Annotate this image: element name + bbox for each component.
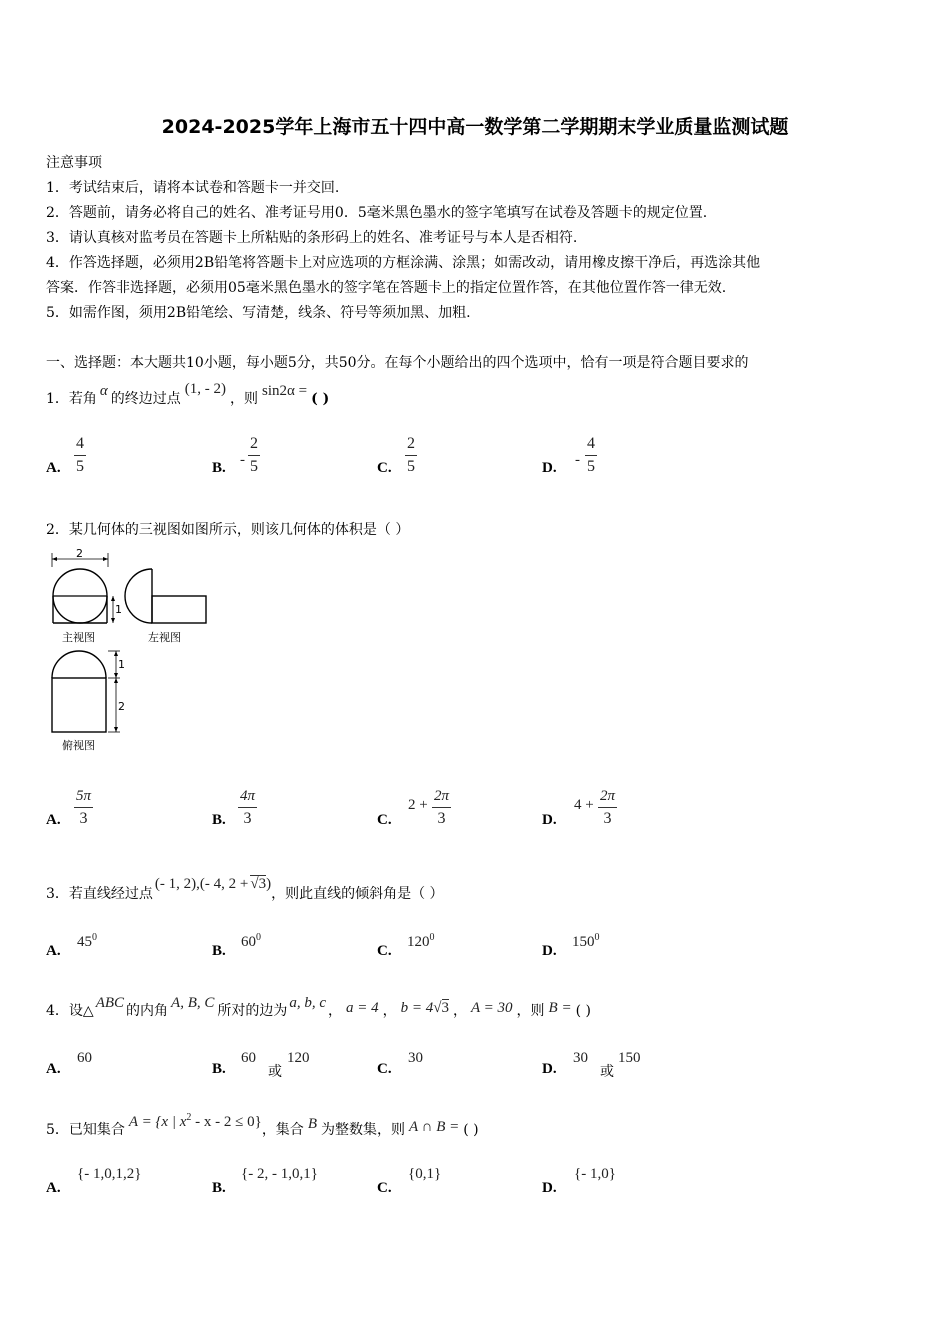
q5-intersection: A ∩ B = — [408, 1119, 460, 1135]
notice-heading: 注意事项 — [46, 155, 102, 171]
q1-point: (1, - 2) — [184, 381, 227, 397]
section-heading: 一、选择题：本大题共10小题，每小题5分，共50分。在每个小题给出的四个选项中，恰有一项是符合题目要求的 — [46, 355, 749, 371]
q3-option-d-label[interactable]: D. — [542, 943, 557, 959]
notice-item-4: 4．作答选择题，必须用2B铅笔将答题卡上对应选项的方框涂满、涂黑；如需改动，请用橡皮擦干净后，再选涂其他 — [46, 255, 761, 271]
q1-option-b-fraction: $\frac{2}{5}$ — [250, 435, 258, 475]
q2-option-d-label[interactable]: D. — [542, 812, 557, 828]
notice-item-1: 1．考试结束后，请将本试卷和答题卡一并交回. — [46, 180, 340, 196]
q5-option-a-label[interactable]: A. — [46, 1180, 61, 1196]
q4-angle-a: A = 30 — [471, 1000, 513, 1016]
q5-blank: ( ) — [463, 1122, 479, 1138]
q1-option-a-label[interactable]: A. — [46, 460, 61, 476]
q4-sides: a, b, c — [289, 995, 327, 1011]
top-view-arc — [52, 651, 106, 678]
q4-angle-b: B = — [548, 1000, 572, 1016]
q2-option-a-fraction: $\frac{5\pi}{3}$ — [76, 788, 92, 827]
q2-option-a-label[interactable]: A. — [46, 812, 61, 828]
question-2-stem: 2．某几何体的三视图如图所示，则该几何体的体积是（ ） — [46, 522, 410, 538]
q5-option-b-label[interactable]: B. — [212, 1180, 226, 1196]
q3-point-1: (- 1, 2), — [154, 876, 200, 892]
q4-option-d-or: 或 — [600, 1064, 614, 1080]
q4-angles: A, B, C — [171, 995, 215, 1011]
q1-option-b-sign: - — [240, 452, 245, 468]
q1-text-3: ，则 — [230, 391, 259, 407]
question-4-stem: 4．设△ ABC 的内角 A, B, C 所对的边为 a, b, c ， a = 4 ， b = 4√3 ， A = 30 ，则 B = ( ) — [46, 995, 591, 1019]
three-view-figure — [40, 545, 220, 755]
q3-option-c-label[interactable]: C. — [377, 943, 392, 959]
notice-item-3: 3．请认真核对监考员在答题卡上所粘贴的条形码上的姓名、准考证号与本人是否相符. — [46, 230, 578, 246]
q4-option-a-value: 60 — [77, 1050, 92, 1066]
q3-option-a-value: $45^0$ — [77, 932, 97, 950]
side-view-rect — [152, 596, 206, 623]
q4-blank: ( ) — [575, 1003, 591, 1019]
q4-option-c-label[interactable]: C. — [377, 1061, 392, 1077]
side-view-arc — [125, 569, 152, 623]
q2-option-b-fraction: $\frac{4\pi}{3}$ — [240, 788, 256, 827]
q4-b: b = 4 — [400, 1000, 434, 1016]
q3-point-2: (- 4, 2 + — [199, 876, 249, 892]
dim-label-top-rect: 2 — [118, 700, 125, 713]
q4-text-3: 所对的边为 — [217, 1003, 288, 1019]
q5-option-a-value: {- 1,0,1,2} — [77, 1166, 142, 1182]
q2-option-d-fraction: $\frac{2\pi}{3}$ — [600, 788, 616, 827]
q2-option-d-prefix: 4 + — [574, 797, 594, 813]
q4-option-b-or: 或 — [268, 1064, 282, 1080]
q3-option-b-label[interactable]: B. — [212, 943, 226, 959]
page-title: 2024-2025学年上海市五十四中高一数学第二学期期末学业质量监测试题 — [161, 116, 789, 138]
q5-set-b: B — [307, 1116, 317, 1132]
q5-option-c-label[interactable]: C. — [377, 1180, 392, 1196]
q3-option-c-value: $120^0$ — [407, 932, 435, 950]
q5-text-2: ，集合 — [261, 1122, 304, 1138]
q2-option-c-label[interactable]: C. — [377, 812, 392, 828]
dim-label-top: 2 — [76, 547, 83, 560]
side-view-label: 左视图 — [148, 631, 181, 644]
notice-item-5: 5．如需作图，须用2B铅笔绘、写清楚，线条、符号等须加黑、加粗. — [46, 305, 471, 321]
q3-point-2-close: ) — [266, 876, 272, 892]
q1-option-d-sign: - — [575, 452, 580, 468]
q2-option-c-fraction: $\frac{2\pi}{3}$ — [434, 788, 450, 827]
q1-option-a-fraction: $\frac{4}{5}$ — [76, 435, 84, 475]
q4-option-b-value-1: 60 — [241, 1050, 256, 1066]
q1-option-d-label[interactable]: D. — [542, 460, 557, 476]
q1-text-2: 的终边过点 — [110, 391, 181, 407]
q5-option-b-value: {- 2, - 1,0,1} — [241, 1166, 318, 1182]
q3-sqrt: 3 — [258, 876, 267, 892]
q4-option-a-label[interactable]: A. — [46, 1061, 61, 1077]
q3-option-d-value: $150^0$ — [572, 932, 600, 950]
q4-a: a = 4 — [346, 1000, 379, 1016]
q1-option-c-label[interactable]: C. — [377, 460, 392, 476]
q1-alpha: α — [99, 383, 108, 399]
q4-option-d-label[interactable]: D. — [542, 1061, 557, 1077]
q3-option-a-label[interactable]: A. — [46, 943, 61, 959]
q4-option-c-value: 30 — [408, 1050, 423, 1066]
q3-text-2: ，则此直线的倾斜角是（ ） — [271, 886, 444, 902]
q1-expression: sin2α = — [262, 383, 308, 399]
top-view-label: 俯视图 — [62, 739, 95, 752]
q4-option-d-value-1: 30 — [573, 1050, 588, 1066]
q4-option-d-value-2: 150 — [618, 1050, 641, 1066]
notice-item-4-cont: 答案．作答非选择题，必须用05毫米黑色墨水的签字笔在答题卡上的指定位置作答，在其他位置作答一律无效. — [46, 280, 727, 296]
q4-triangle: ABC — [95, 995, 125, 1011]
q4-option-b-value-2: 120 — [287, 1050, 310, 1066]
q5-option-d-label[interactable]: D. — [542, 1180, 557, 1196]
question-3-stem: 3．若直线经过点(- 1, 2),(- 4, 2 + √3)，则此直线的倾斜角是（ ） — [46, 876, 444, 902]
q3-text: 3．若直线经过点 — [46, 886, 153, 902]
q1-option-d-fraction: $\frac{4}{5}$ — [587, 435, 595, 475]
q5-text: 5．已知集合 — [46, 1122, 125, 1138]
front-view-label: 主视图 — [62, 631, 95, 644]
notice-item-2: 2．答题前，请务必将自己的姓名、准考证号用0．5毫米黑色墨水的签字笔填写在试卷及答题卡的规定位置. — [46, 205, 708, 221]
q1-text: 1．若角 — [46, 391, 97, 407]
q5-set-a: A = {x | x — [128, 1114, 187, 1130]
q3-option-b-value: $60^0$ — [241, 932, 261, 950]
question-5-stem: 5．已知集合 A = {x | $x^2 - x - 2 \le 0$}，集合 B 为整数集，则 A ∩ B = ( ) — [46, 1112, 479, 1138]
q1-option-b-label[interactable]: B. — [212, 460, 226, 476]
question-1-stem — [46, 381, 330, 408]
q2-option-c-prefix: 2 + — [408, 797, 428, 813]
q5-option-d-value: {- 1,0} — [574, 1166, 616, 1182]
q1-option-c-fraction: $\frac{2}{5}$ — [407, 435, 415, 475]
q5-text-3: 为整数集，则 — [320, 1122, 405, 1138]
q1-blank: ( ) — [311, 391, 330, 407]
dim-label-front: 1 — [115, 603, 122, 616]
q4-option-b-label[interactable]: B. — [212, 1061, 226, 1077]
dim-label-top-arc: 1 — [118, 658, 125, 671]
q4-b-sqrt: 3 — [441, 1000, 450, 1016]
q5-option-c-value: {0,1} — [408, 1166, 442, 1182]
q4-text-2: 的内角 — [126, 1003, 169, 1019]
top-view-rect — [52, 678, 106, 732]
q2-option-b-label[interactable]: B. — [212, 812, 226, 828]
q4-text: 4．设△ — [46, 1003, 94, 1019]
